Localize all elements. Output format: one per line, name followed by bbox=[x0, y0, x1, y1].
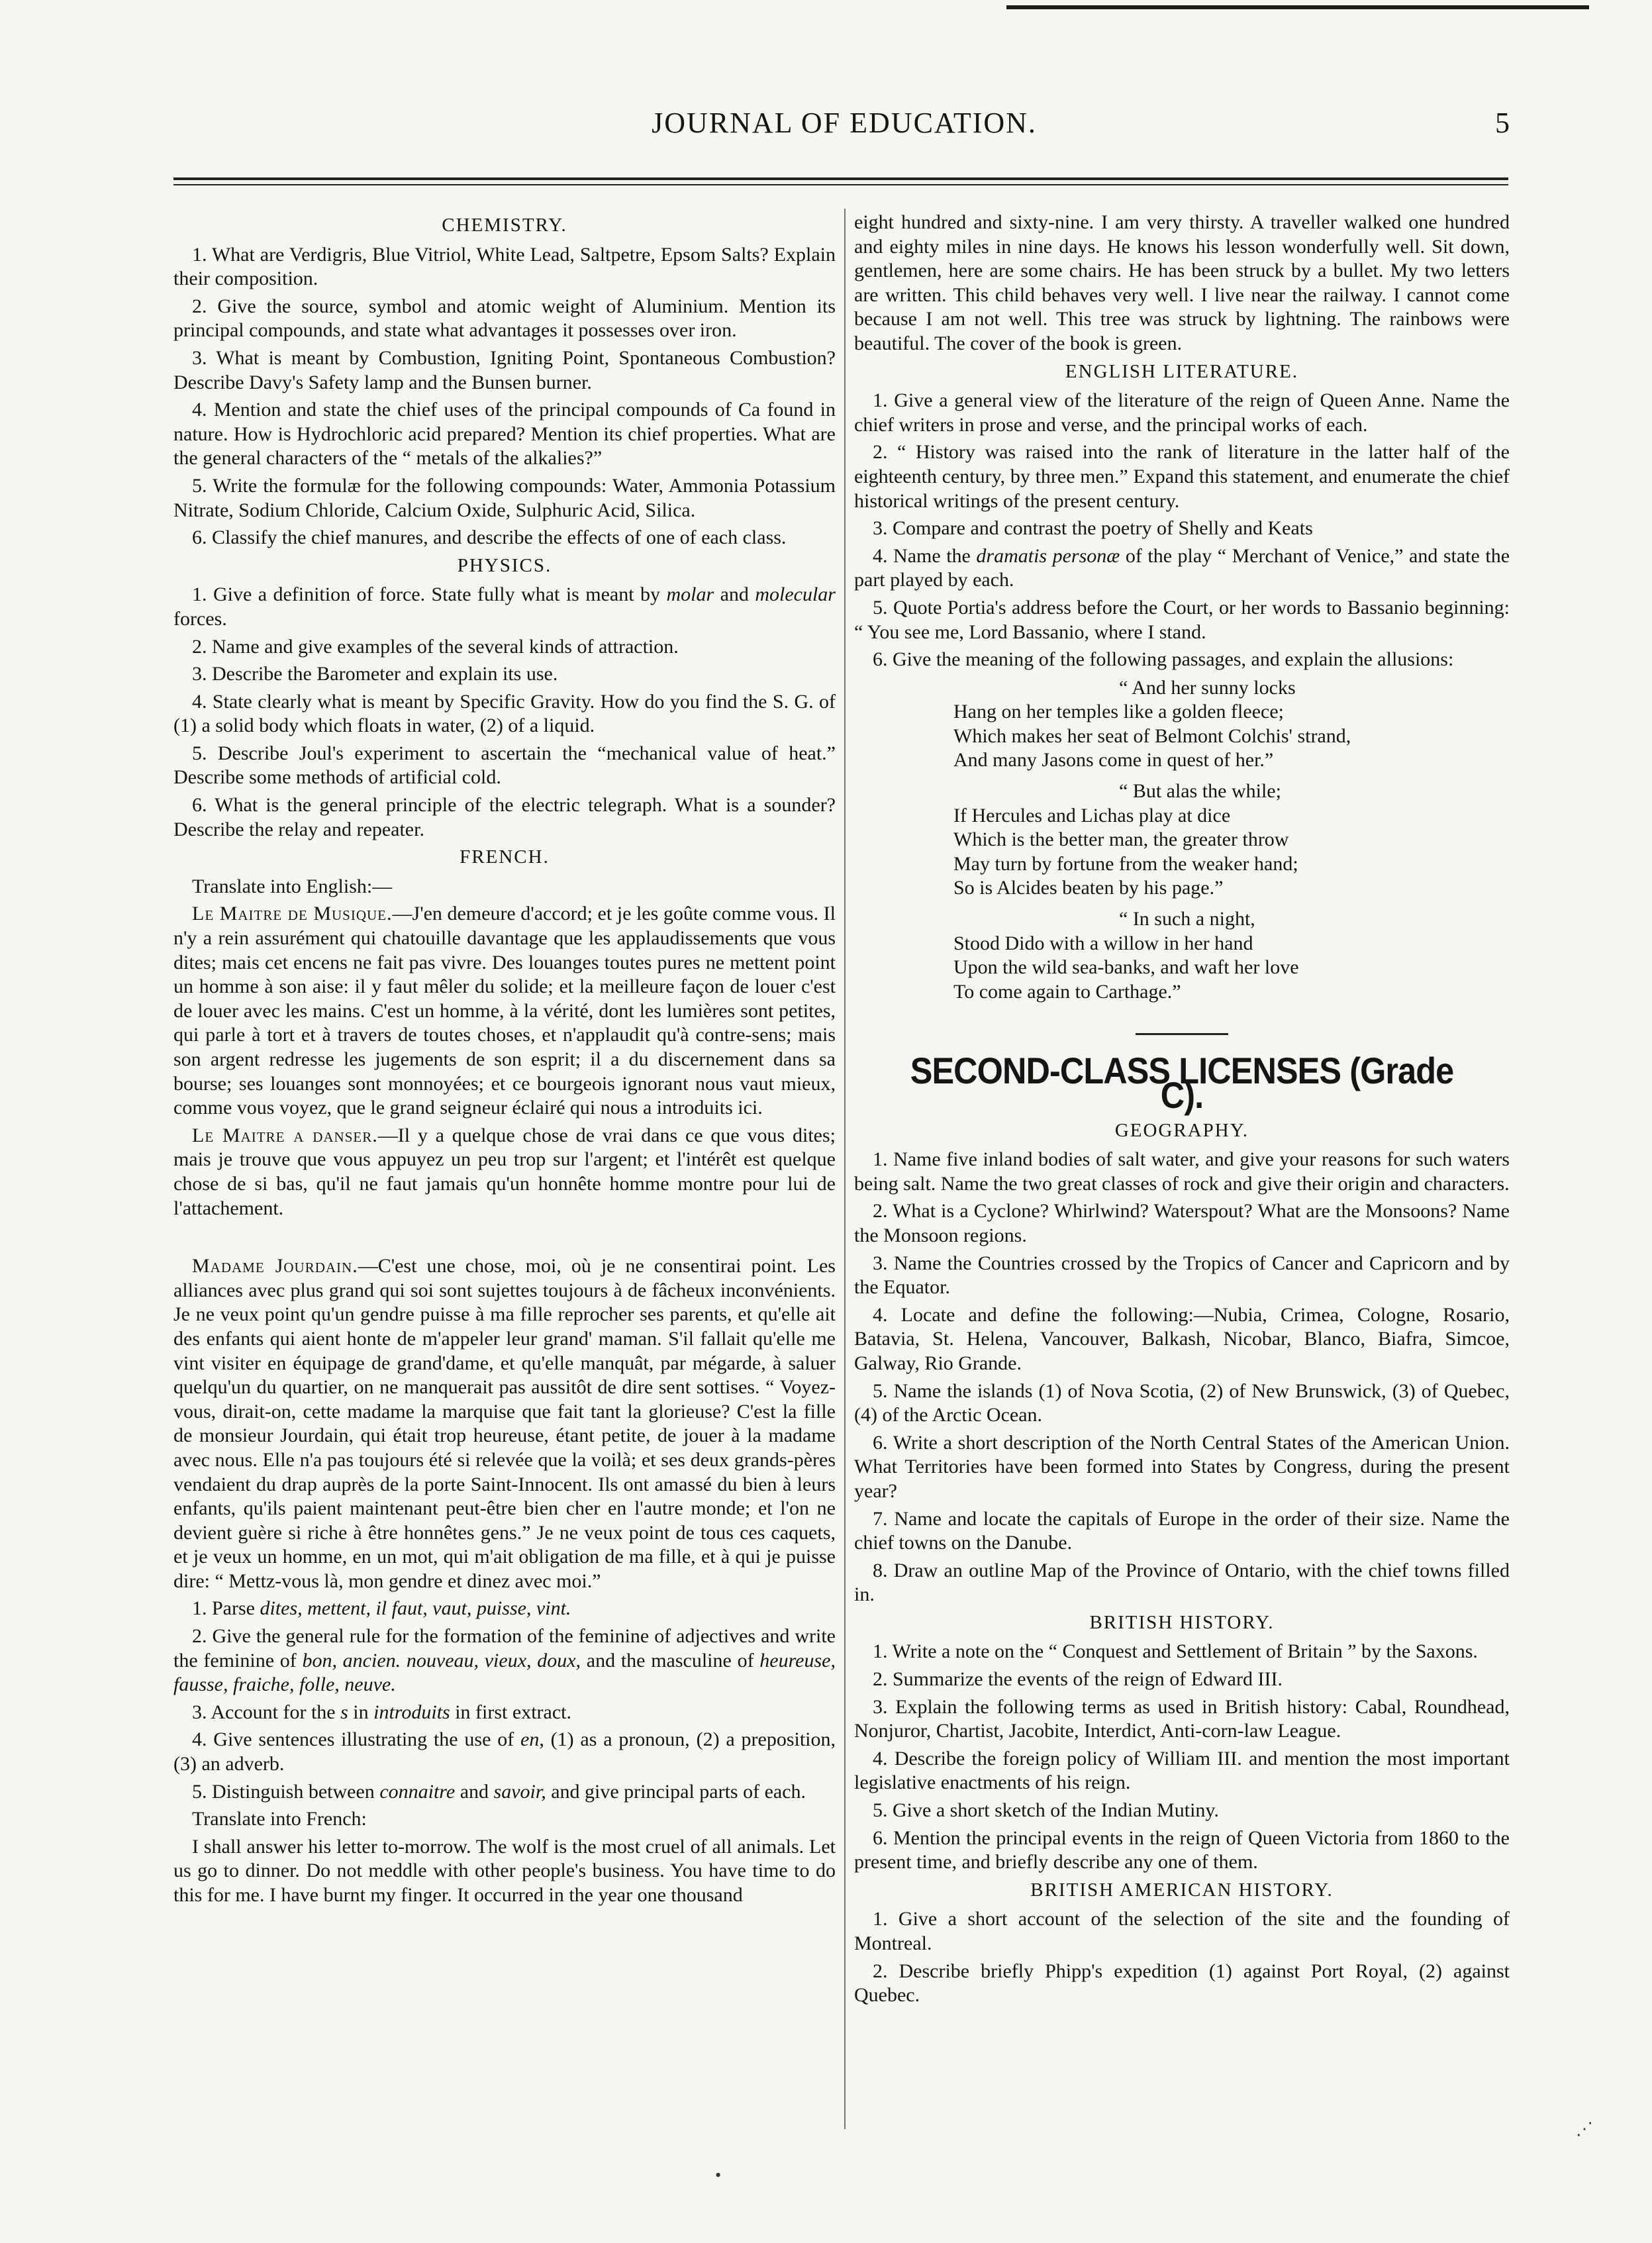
french-passage: Madame Jourdain.—C'est une chose, moi, où je ne consentirai point. Les alliances avec plus grand qui soi sont sujettes toujours à de fâcheux inconvénients. Je ne veux point qu'un gendre puisse à ma fille reprocher ses parents, et qu'elle ait des enfants qui aient honte de m'appeler leur grand' maman. S'il fallait qu'elle me vint visiter en équipage de grand'dame, et qu'elle manquât, par mégarde, à saluer quelqu'un du quartier, on ne manquerait pas aussitôt de dire sent sottises. “ Voyez-vous, dirait-on, cette madame la marquise que fait tant la glorieuse? C'est la fille de monsieur Jourdain, qui était trop heureuse, étant petite, de jouer à la madame avec nous. Elle n'a pas toujours été si relevée que la voilà; et ses deux grands-pères vendaient du drap auprès de la porte Saint-Innocent. Ils ont amassé du bien à leurs enfants, qu'ils paient maintenant peut-être bien cher en l'autre monde; et l'on ne devient guère si riche à être honnêtes gens.” Je ne veux point de tous ces caquets, et je veux un homme, en un mot, qui m'ait obligation de ma fille, et à qui je puisse dire: “ Mettz-vous là, mon gendre et dinez avec moi.” bbox=[173, 1255, 836, 1592]
chemistry-question: 1. What are Verdigris, Blue Vitriol, White Lead, Saltpetre, Epsom Salts? Explain their composition. bbox=[173, 243, 836, 290]
literature-question: 3. Compare and contrast the poetry of Shelly and Keats bbox=[873, 517, 1313, 540]
history-question: 6. Mention the principal events in the reign of Queen Victoria from 1860 to the present time, and briefly describe any one of them. bbox=[854, 1826, 1510, 1873]
history-question: 3. Explain the following terms as used in British history: Cabal, Roundhead, Nonjuror, Chartist, Jacobite, Interdict, Anti-corn-law League. bbox=[854, 1695, 1510, 1742]
geography-question: 5. Name the islands (1) of Nova Scotia, (2) of New Brunswick, (3) of Quebec, (4) of the Arctic Ocean. bbox=[854, 1379, 1510, 1426]
french-translation-continuation: eight hundred and sixty-nine. I am very thirsty. A traveller walked one hundred and eighty miles in nine days. He knows his lesson wonderfully well. Sit down, gentlemen, here are some chairs. He has been struck by a bullet. My two letters are written. This child behaves very well. I live near the railway. I cannot come because I am not well. This tree was struck by lightning. The rainbows were beautiful. The cover of the book is green. bbox=[854, 211, 1510, 354]
section-heading-british-american-history: BRITISH AMERICAN HISTORY. bbox=[1030, 1879, 1334, 1901]
chemistry-question: 4. Mention and state the chief uses of the principal compounds of Ca found in nature. How is Hydrochloric acid prepared? Mention its chief properties. What are the general characters of the “ metals of the alkalies?” bbox=[173, 399, 836, 470]
section-heading-physics: PHYSICS. bbox=[457, 554, 552, 576]
french-question: 1. Parse dites, mettent, il faut, vaut, puisse, vint. bbox=[192, 1597, 571, 1620]
french-question: 3. Account for the s in introduits in first extract. bbox=[192, 1701, 571, 1723]
page-number: 5 bbox=[1495, 107, 1510, 139]
physics-question: 1. Give a definition of force. State fully what is meant by molar and molecular forces. bbox=[173, 583, 836, 630]
literature-question: 4. Name the dramatis personæ of the play “ Merchant of Venice,” and state the part played by each. bbox=[854, 544, 1510, 591]
section-divider bbox=[1136, 1033, 1228, 1035]
poem-quotation: “ In such a night, Stood Dido with a willow in her hand Upon the wild sea-banks, and waft her love To come again to Carthage.” bbox=[953, 908, 1299, 1003]
poem-quotation: “ But alas the while; If Hercules and Lichas play at dice Which is the better man, the greater throw May turn by fortune from the weaker hand; So is Alcides beaten by his page.” bbox=[953, 780, 1298, 899]
poem-quotation: “ And her sunny locks Hang on her temples like a golden fleece; Which makes her seat of Belmont Colchis' strand, And many Jasons come in quest of her.” bbox=[953, 676, 1351, 772]
top-edge-rule bbox=[1006, 5, 1589, 9]
chemistry-question: 2. Give the source, symbol and atomic weight of Aluminium. Mention its principal compounds, and state what advantages it possesses over iron. bbox=[173, 295, 836, 342]
geography-question: 7. Name and locate the capitals of Europe in the order of their size. Name the chief towns on the Danube. bbox=[854, 1507, 1510, 1554]
chemistry-question: 3. What is meant by Combustion, Igniting Point, Spontaneous Combustion? Describe Davy's Safety lamp and the Bunsen burner. bbox=[173, 346, 836, 393]
literature-question: 6. Give the meaning of the following passages, and explain the allusions: bbox=[873, 648, 1454, 671]
history-question: 2. Summarize the events of the reign of Edward III. bbox=[873, 1668, 1283, 1691]
french-question: 2. Give the general rule for the formation of the feminine of adjectives and write the feminine of bon, ancien. nouveau, vieux, doux, and the masculine of heureuse, fausse, fraiche, folle, neuve. bbox=[173, 1625, 836, 1696]
section-heading-french: FRENCH. bbox=[460, 846, 550, 868]
french-question: 5. Distinguish between connaitre and savoir, and give principal parts of each. bbox=[192, 1780, 806, 1803]
translate-instruction: Translate into French: bbox=[192, 1808, 367, 1830]
left-column bbox=[173, 211, 836, 1911]
section-heading-english-literature: ENGLISH LITERATURE. bbox=[1065, 360, 1299, 382]
physics-question: 6. What is the general principle of the electric telegraph. What is a sounder? Describe the relay and repeater. bbox=[173, 794, 836, 840]
journal-title: JOURNAL OF EDUCATION. bbox=[652, 107, 1037, 139]
geography-question: 1. Name five inland bodies of salt water, and give your reasons for such waters being salt. Name the two great classes of rock and give their origin and characters. bbox=[854, 1148, 1510, 1195]
bah-question: 2. Describe briefly Phipp's expedition (1) against Port Royal, (2) against Quebec. bbox=[854, 1960, 1510, 2007]
page-header bbox=[159, 106, 1530, 152]
history-question: 1. Write a note on the “ Conquest and Settlement of Britain ” by the Saxons. bbox=[873, 1640, 1478, 1663]
print-speck: • bbox=[715, 2166, 722, 2185]
literature-question: 5. Quote Portia's address before the Court, or her words to Bassanio beginning: “ You see me, Lord Bassanio, where I stand. bbox=[854, 596, 1510, 643]
physics-question: 3. Describe the Barometer and explain its use. bbox=[192, 663, 558, 685]
column-separator bbox=[844, 209, 846, 2129]
history-question: 5. Give a short sketch of the Indian Mutiny. bbox=[873, 1799, 1219, 1822]
translate-instruction: Translate into English:— bbox=[192, 875, 393, 897]
geography-question: 8. Draw an outline Map of the Province of Ontario, with the chief towns filled in. bbox=[854, 1559, 1510, 1606]
literature-question: 1. Give a general view of the literature of the reign of Queen Anne. Name the chief writers in prose and verse, and the principal works of each. bbox=[854, 389, 1510, 436]
physics-question: 2. Name and give examples of the several kinds of attraction. bbox=[192, 635, 679, 658]
header-rule-thick bbox=[173, 177, 1508, 180]
chemistry-question: 6. Classify the chief manures, and describe the effects of one of each class. bbox=[192, 526, 787, 549]
french-passage: Le Maitre de Musique.—J'en demeure d'accord; et je les goûte comme vous. Il n'y a rein assurément qui chatouille davantage que les applaudissements que vous dites; mais cet encens ne fait pas vivre. Des louanges toutes pures ne mettent point un homme à son aise: il y faut mêler du solide; et la meilleure façon de louer c'est de louer avec les mains. C'est un homme, à la vérité, dont les lumières sont petites, qui parle à tort et à travers de toutes choses, et n'applaudit qu'à contre-sens; mais son argent redresse les jugements de son esprit; il a du discernement dans sa bourse; ses louanges sont monnoyées; et ce bourgeois ignorant nous vaut mieux, comme vous voyez, que le grand seigneur éclairé qui nous a introduits ici. bbox=[173, 903, 836, 1119]
second-class-title: SECOND-CLASS LICENSES (Grade C). bbox=[910, 1050, 1454, 1116]
geography-question: 3. Name the Countries crossed by the Tropics of Cancer and Capricorn and by the Equator. bbox=[854, 1252, 1510, 1299]
bah-question: 1. Give a short account of the selection of the site and the founding of Montreal. bbox=[854, 1908, 1510, 1954]
french-passage: Le Maitre a danser.—Il y a quelque chose de vrai dans ce que vous dites; mais je trouve que vous appuyez un peu trop sur l'argent; et l'intérêt est quelque chose de si bas, qu'il ne faut jamais qu'un honnête homme montre pour lui de l'attachement. bbox=[173, 1124, 836, 1219]
header-rule-thin bbox=[173, 184, 1508, 185]
physics-question: 5. Describe Joul's experiment to ascertain the “mechanical value of heat.” Describe some methods of artificial cold. bbox=[173, 742, 836, 789]
section-heading-chemistry: CHEMISTRY. bbox=[442, 215, 567, 236]
section-heading-geography: GEOGRAPHY. bbox=[1114, 1119, 1249, 1141]
geography-question: 2. What is a Cyclone? Whirlwind? Waterspout? What are the Monsoons? Name the Monsoon regions. bbox=[854, 1200, 1510, 1246]
physics-question: 4. State clearly what is meant by Specific Gravity. How do you find the S. G. of (1) a solid body which floats in water, (2) of a liquid. bbox=[173, 690, 836, 737]
section-heading-british-history: BRITISH HISTORY. bbox=[1089, 1611, 1275, 1633]
right-column bbox=[854, 211, 1510, 2011]
literature-question: 2. “ History was raised into the rank of literature in the latter half of the eighteenth century, by three men.” Expand this statement, and enumerate the chief historical writings of the present century. bbox=[854, 441, 1510, 512]
chemistry-question: 5. Write the formulæ for the following compounds: Water, Ammonia Potassium Nitrate, Sodium Chloride, Calcium Oxide, Sulphuric Acid, Silica. bbox=[173, 474, 836, 521]
geography-question: 6. Write a short description of the North Central States of the American Union. What Territories have been formed into States by Congress, during the present year? bbox=[854, 1431, 1510, 1502]
geography-question: 4. Locate and define the following:—Nubia, Crimea, Cologne, Rosario, Batavia, St. Helena, Vancouver, Balkash, Nicobar, Blanco, Biafra, Simcoe, Galway, Rio Grande. bbox=[854, 1303, 1510, 1374]
history-question: 4. Describe the foreign policy of William III. and mention the most important legislative enactments of his reign. bbox=[854, 1747, 1510, 1794]
print-speck: ⋰ bbox=[1576, 2119, 1593, 2138]
french-translation-passage: I shall answer his letter to-morrow. The wolf is the most cruel of all animals. Let us go to dinner. Do not meddle with other people's business. You have time to do this for me. I have burnt my finger. It occurred in the year one thousand bbox=[173, 1835, 836, 1906]
french-question: 4. Give sentences illustrating the use of en, (1) as a pronoun, (2) a preposition, (3) an adverb. bbox=[173, 1728, 836, 1775]
